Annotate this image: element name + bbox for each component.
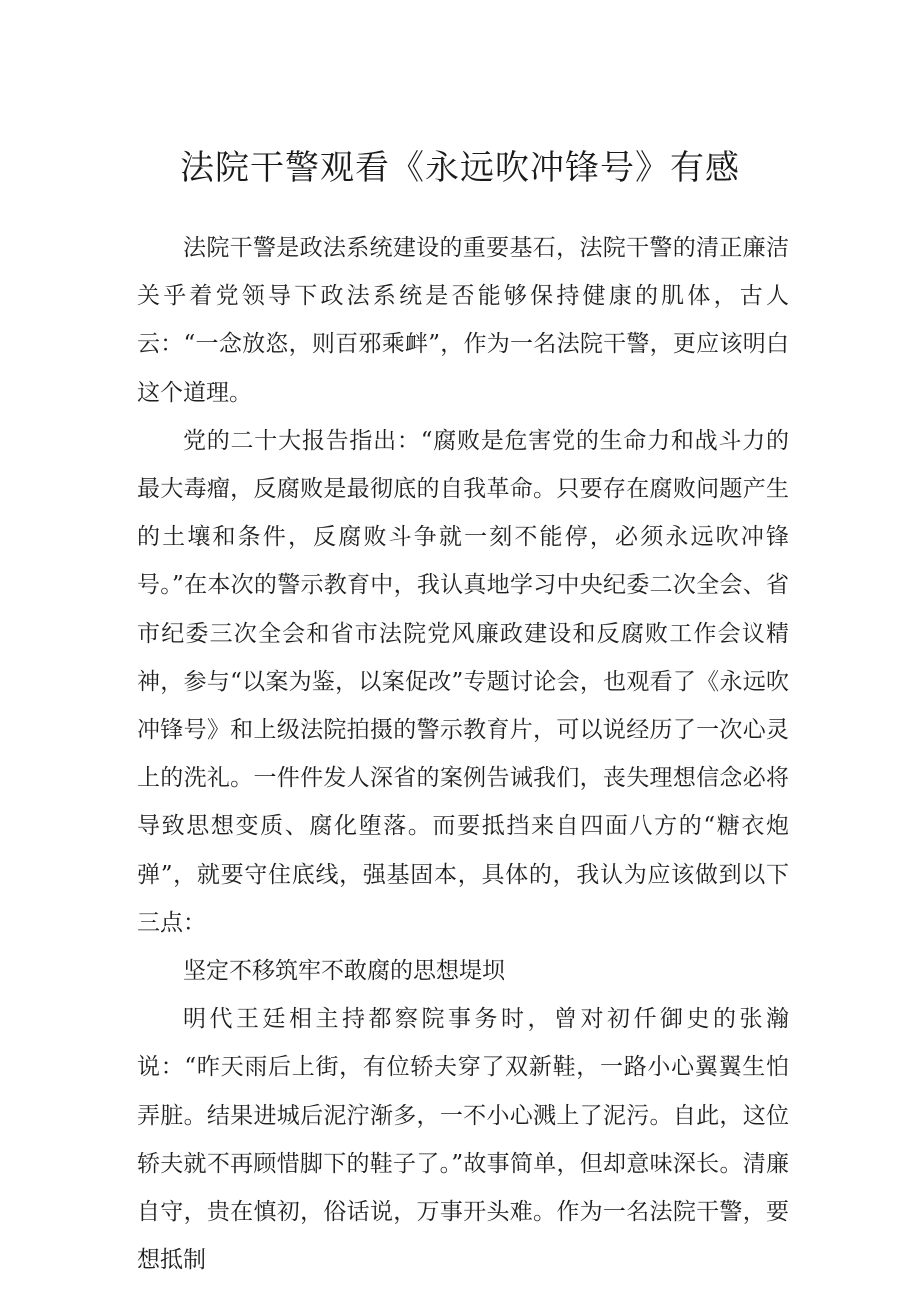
paragraph-report: 党的二十大报告指出：“腐败是危害党的生命力和战斗力的最大毒瘤，反腐败是最彻底的自我革命。只要存在腐败问题产生的土壤和条件，反腐败斗争就一刻不能停，必须永远吹冲锋号。”在本次的警示教育中，我认真地学习中央纪委二次全会、省市纪委三次全会和省市法院党风廉政建设和反腐败工作会议精神，参与“以案为鉴，以案促改”专题讨论会，也观看了《永远吹冲锋号》和上级法院拍摄的警示教育片，可以说经历了一次心灵上的洗礼。一件件发人深省的案例告诫我们，丧失理想信念必将导致思想变质、腐化堕落。而要抵挡来自四面八方的“糖衣炮弹”，就要守住底线，强基固本，具体的，我认为应该做到以下三点： [137,427,789,936]
paragraph-intro: 法院干警是政法系统建设的重要基石，法院干警的清正廉洁关乎着党领导下政法系统是否能够保持健康的肌体，古人云：“一念放恣，则百邪乘衅”，作为一名法院干警，更应该明白这个道理。 [137,235,789,406]
paragraph-story: 明代王廷相主持都察院事务时，曾对初仟御史的张瀚说：“昨天雨后上街，有位轿夫穿了双新鞋，一路小心翼翼生怕弄脏。结果进城后泥泞渐多，一不小心溅上了泥污。自此，这位轿夫就不再顾惜脚下的鞋子了。”故事简单，但却意味深长。清廉自守，贵在慎初，俗话说，万事开头难。作为一名法院干警，要想抵制 [137,1006,789,1274]
document-title: 法院干警观看《永远吹冲锋号》有感 [180,148,740,188]
document-body [137,224,789,1284]
section-heading: 坚定不移筑牢不敢腐的思想堤坝 [183,958,505,985]
